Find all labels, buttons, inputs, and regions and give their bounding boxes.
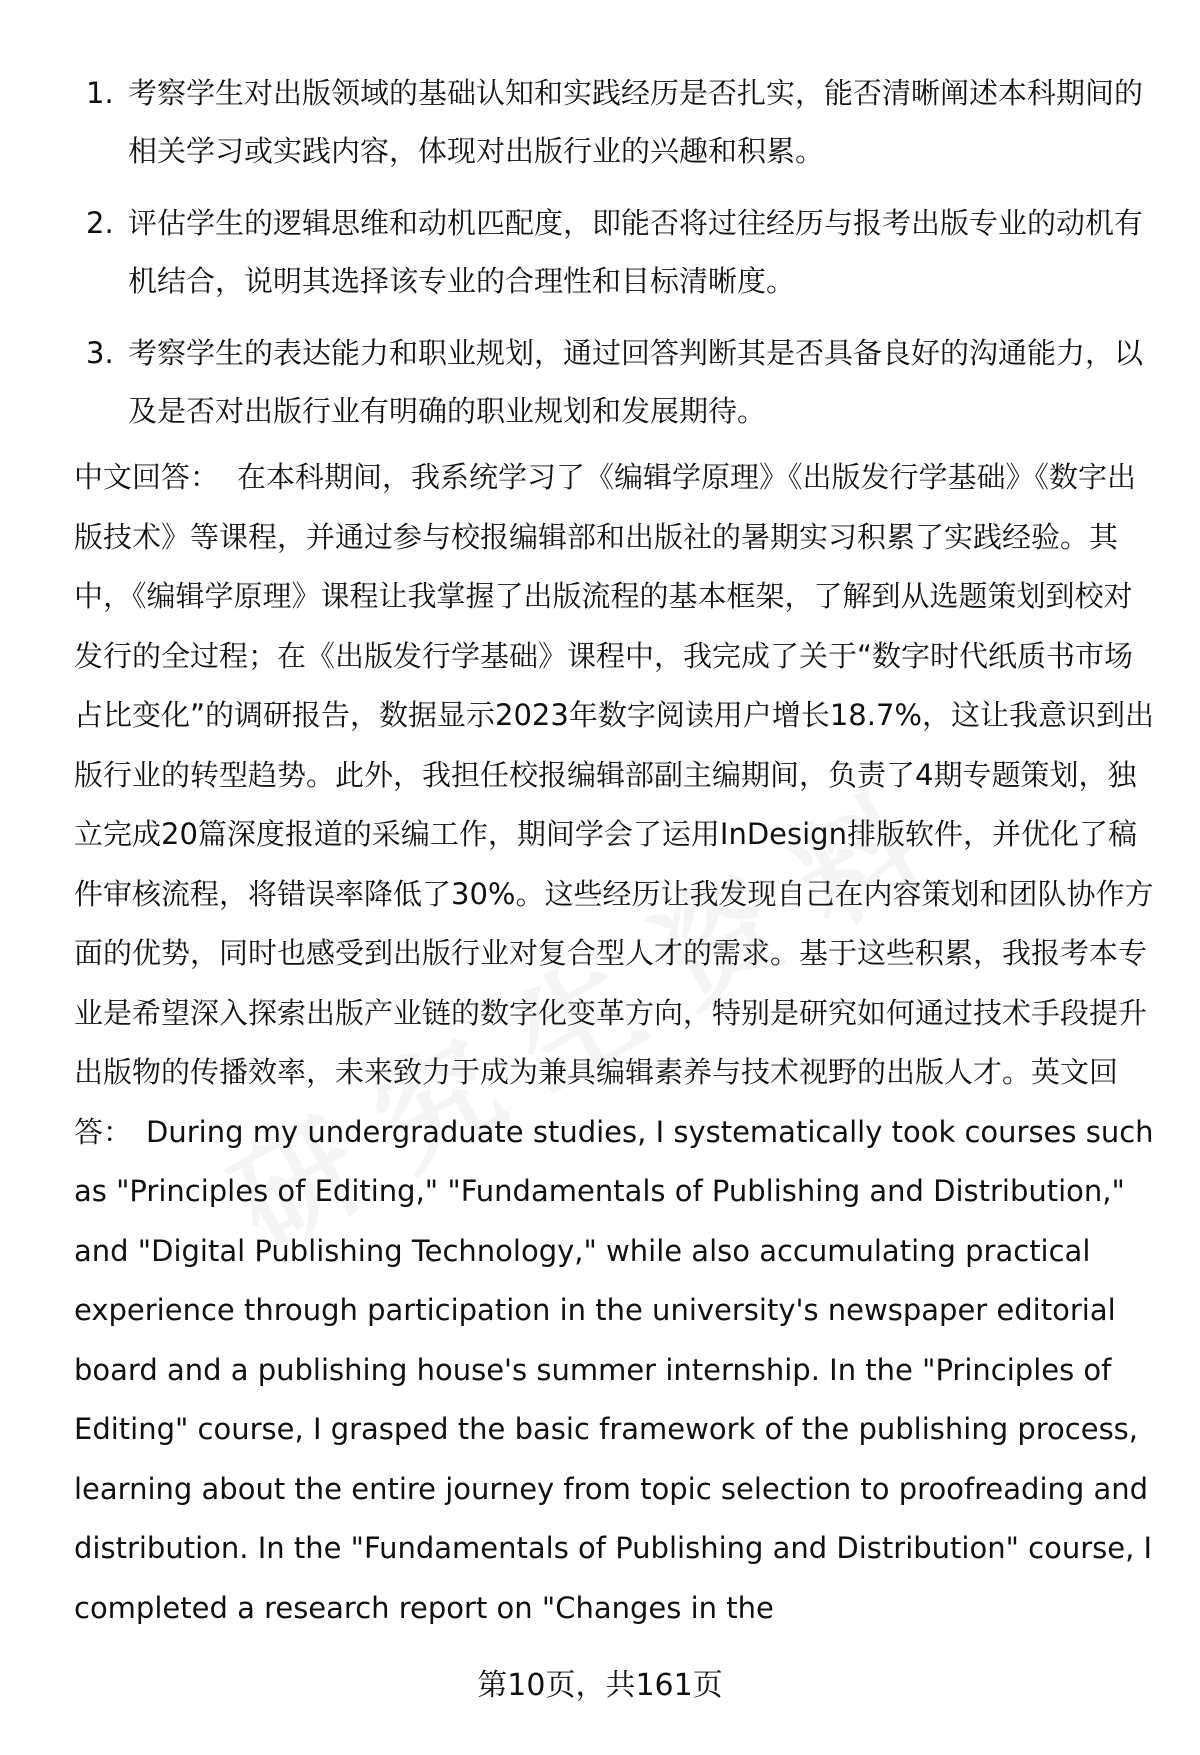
answer-paragraph xyxy=(74,448,1160,1638)
evaluation-criteria-list xyxy=(86,64,1146,454)
chinese-answer-text: 在本科期间，我系统学习了《编辑学原理》《出版发行学基础》《数字出版技术》等课程，并通过参与校报编辑部和出版社的暑期实习积累了实践经验。其中，《编辑学原理》课程让我掌握了出版流程的基本框架，了解到从选题策划到校对发行的全过程；在《出版发行学基础》课程中，我完成了关于“数字时代纸质书市场占比变化”的调研报告，数据显示2023年数字阅读用户增长18.7%，这让我意识到出版行业的转型趋势。此外，我担任校报编辑部副主编期间，负责了4期专题策划，独立完成20篇深度报道的采编工作，期间学会了运用InDesign排版软件，并优化了稿件审核流程，将错误率降低了30%。这些经历让我发现自己在内容策划和团队协作方面的优势，同时也感受到出版行业对复合型人才的需求。基于这些积累，我报考本专业是希望深入探索出版产业链的数字化变革方向，特别是研究如何通过技术手段提升出版物的传播效率，未来致力于成为兼具编辑素养与技术视野的出版人才。 xyxy=(74,460,1154,1089)
criteria-text: 考察学生对出版领域的基础认知和实践经历是否扎实，能否清晰阐述本科期间的相关学习或实践内容，体现对出版行业的兴趣和积累。 xyxy=(128,76,1144,168)
page-footer xyxy=(0,1666,1200,1706)
criteria-item xyxy=(86,194,1146,310)
criteria-item xyxy=(86,64,1146,180)
criteria-number: 3. xyxy=(86,336,114,370)
criteria-text: 考察学生的表达能力和职业规划，通过回答判断其是否具备良好的沟通能力，以及是否对出版行业有明确的职业规划和发展期待。 xyxy=(128,336,1144,428)
criteria-number: 2. xyxy=(86,206,114,240)
criteria-item xyxy=(86,324,1146,440)
criteria-number: 1. xyxy=(86,76,114,110)
english-answer-text: During my undergraduate studies, I systematically took courses such as "Principles of Editing," "Fundamentals of Publishing and Distribution," and "Digital Publishing Technology," while also accumulating practical experience through participation in the university's newspaper editorial board and a publishing house's summer internship. In the "Principles of Editing" course, I grasped the basic framework of the publishing process, learning about the entire journey from topic selection to proofreading and distribution. In the "Fundamentals of Publishing and Distribution" course, I completed a research report on "Changes in the xyxy=(74,1114,1154,1625)
page-number: 第10页，共161页 xyxy=(477,1668,723,1703)
english-answer-label: 英文回答： xyxy=(74,1055,1119,1149)
criteria-text: 评估学生的逻辑思维和动机匹配度，即能否将过往经历与报考出版专业的动机有机结合，说明其选择该专业的合理性和目标清晰度。 xyxy=(128,206,1144,298)
chinese-answer-label: 中文回答： xyxy=(74,460,220,494)
